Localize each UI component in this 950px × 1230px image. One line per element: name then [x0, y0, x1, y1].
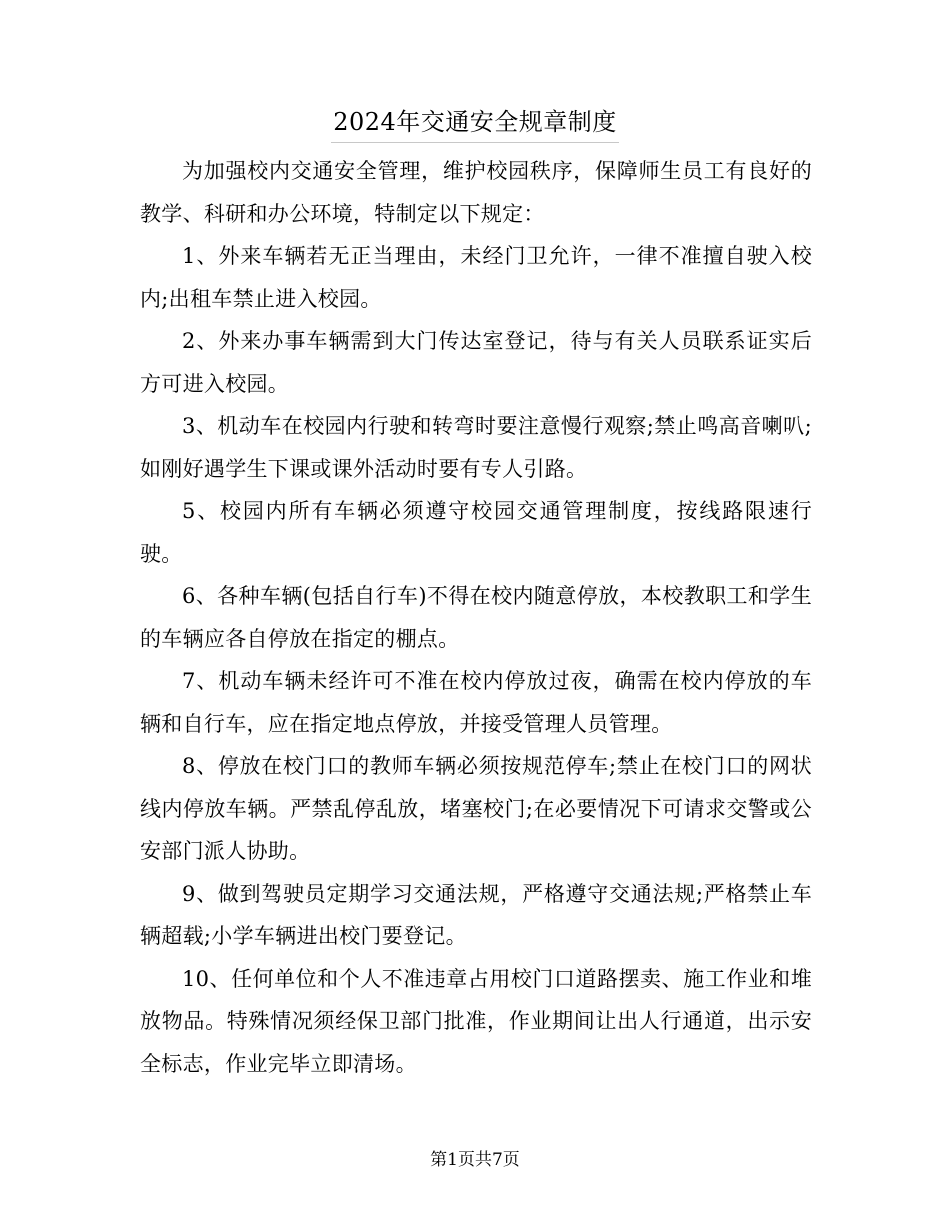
rule-paragraph: 6、各种车辆(包括自行车)不得在校内随意停放，本校教职工和学生的车辆应各自停放在指定的棚点。 [140, 584, 812, 651]
rule-paragraph: 7、机动车辆未经许可不准在校内停放过夜，确需在校内停放的车辆和自行车，应在指定地点停放，并接受管理人员管理。 [140, 669, 812, 736]
page-footer [0, 1148, 950, 1172]
document-title: 2024年交通安全规章制度 [331, 104, 619, 143]
title-container [0, 104, 950, 143]
intro-paragraph: 为加强校内交通安全管理，维护校园秩序，保障师生员工有良好的教学、科研和办公环境，特制定以下规定： [140, 159, 812, 226]
rule-paragraph: 1、外来车辆若无正当理由，未经门卫允许，一律不准擅自驶入校内;出租车禁止进入校园。 [140, 244, 812, 311]
page-number: 第1页共7页 [430, 1150, 520, 1170]
rule-paragraph: 5、校园内所有车辆必须遵守校园交通管理制度，按线路限速行驶。 [140, 499, 812, 566]
rule-paragraph: 9、做到驾驶员定期学习交通法规，严格遵守交通法规;严格禁止车辆超载;小学车辆进出校门要登记。 [140, 881, 812, 948]
rule-paragraph: 10、任何单位和个人不准违章占用校门口道路摆卖、施工作业和堆放物品。特殊情况须经保卫部门批准，作业期间让出人行通道，出示安全标志，作业完毕立即清场。 [140, 966, 812, 1076]
rule-paragraph: 8、停放在校门口的教师车辆必须按规范停车;禁止在校门口的网状线内停放车辆。严禁乱停乱放，堵塞校门;在必要情况下可请求交警或公安部门派人协助。 [140, 754, 812, 863]
rule-paragraph: 2、外来办事车辆需到大门传达室登记，待与有关人员联系证实后方可进入校园。 [140, 329, 812, 396]
document-body [140, 150, 812, 1085]
rule-paragraph: 3、机动车在校园内行驶和转弯时要注意慢行观察;禁止鸣高音喇叭;如刚好遇学生下课或课外活动时要有专人引路。 [140, 414, 812, 481]
